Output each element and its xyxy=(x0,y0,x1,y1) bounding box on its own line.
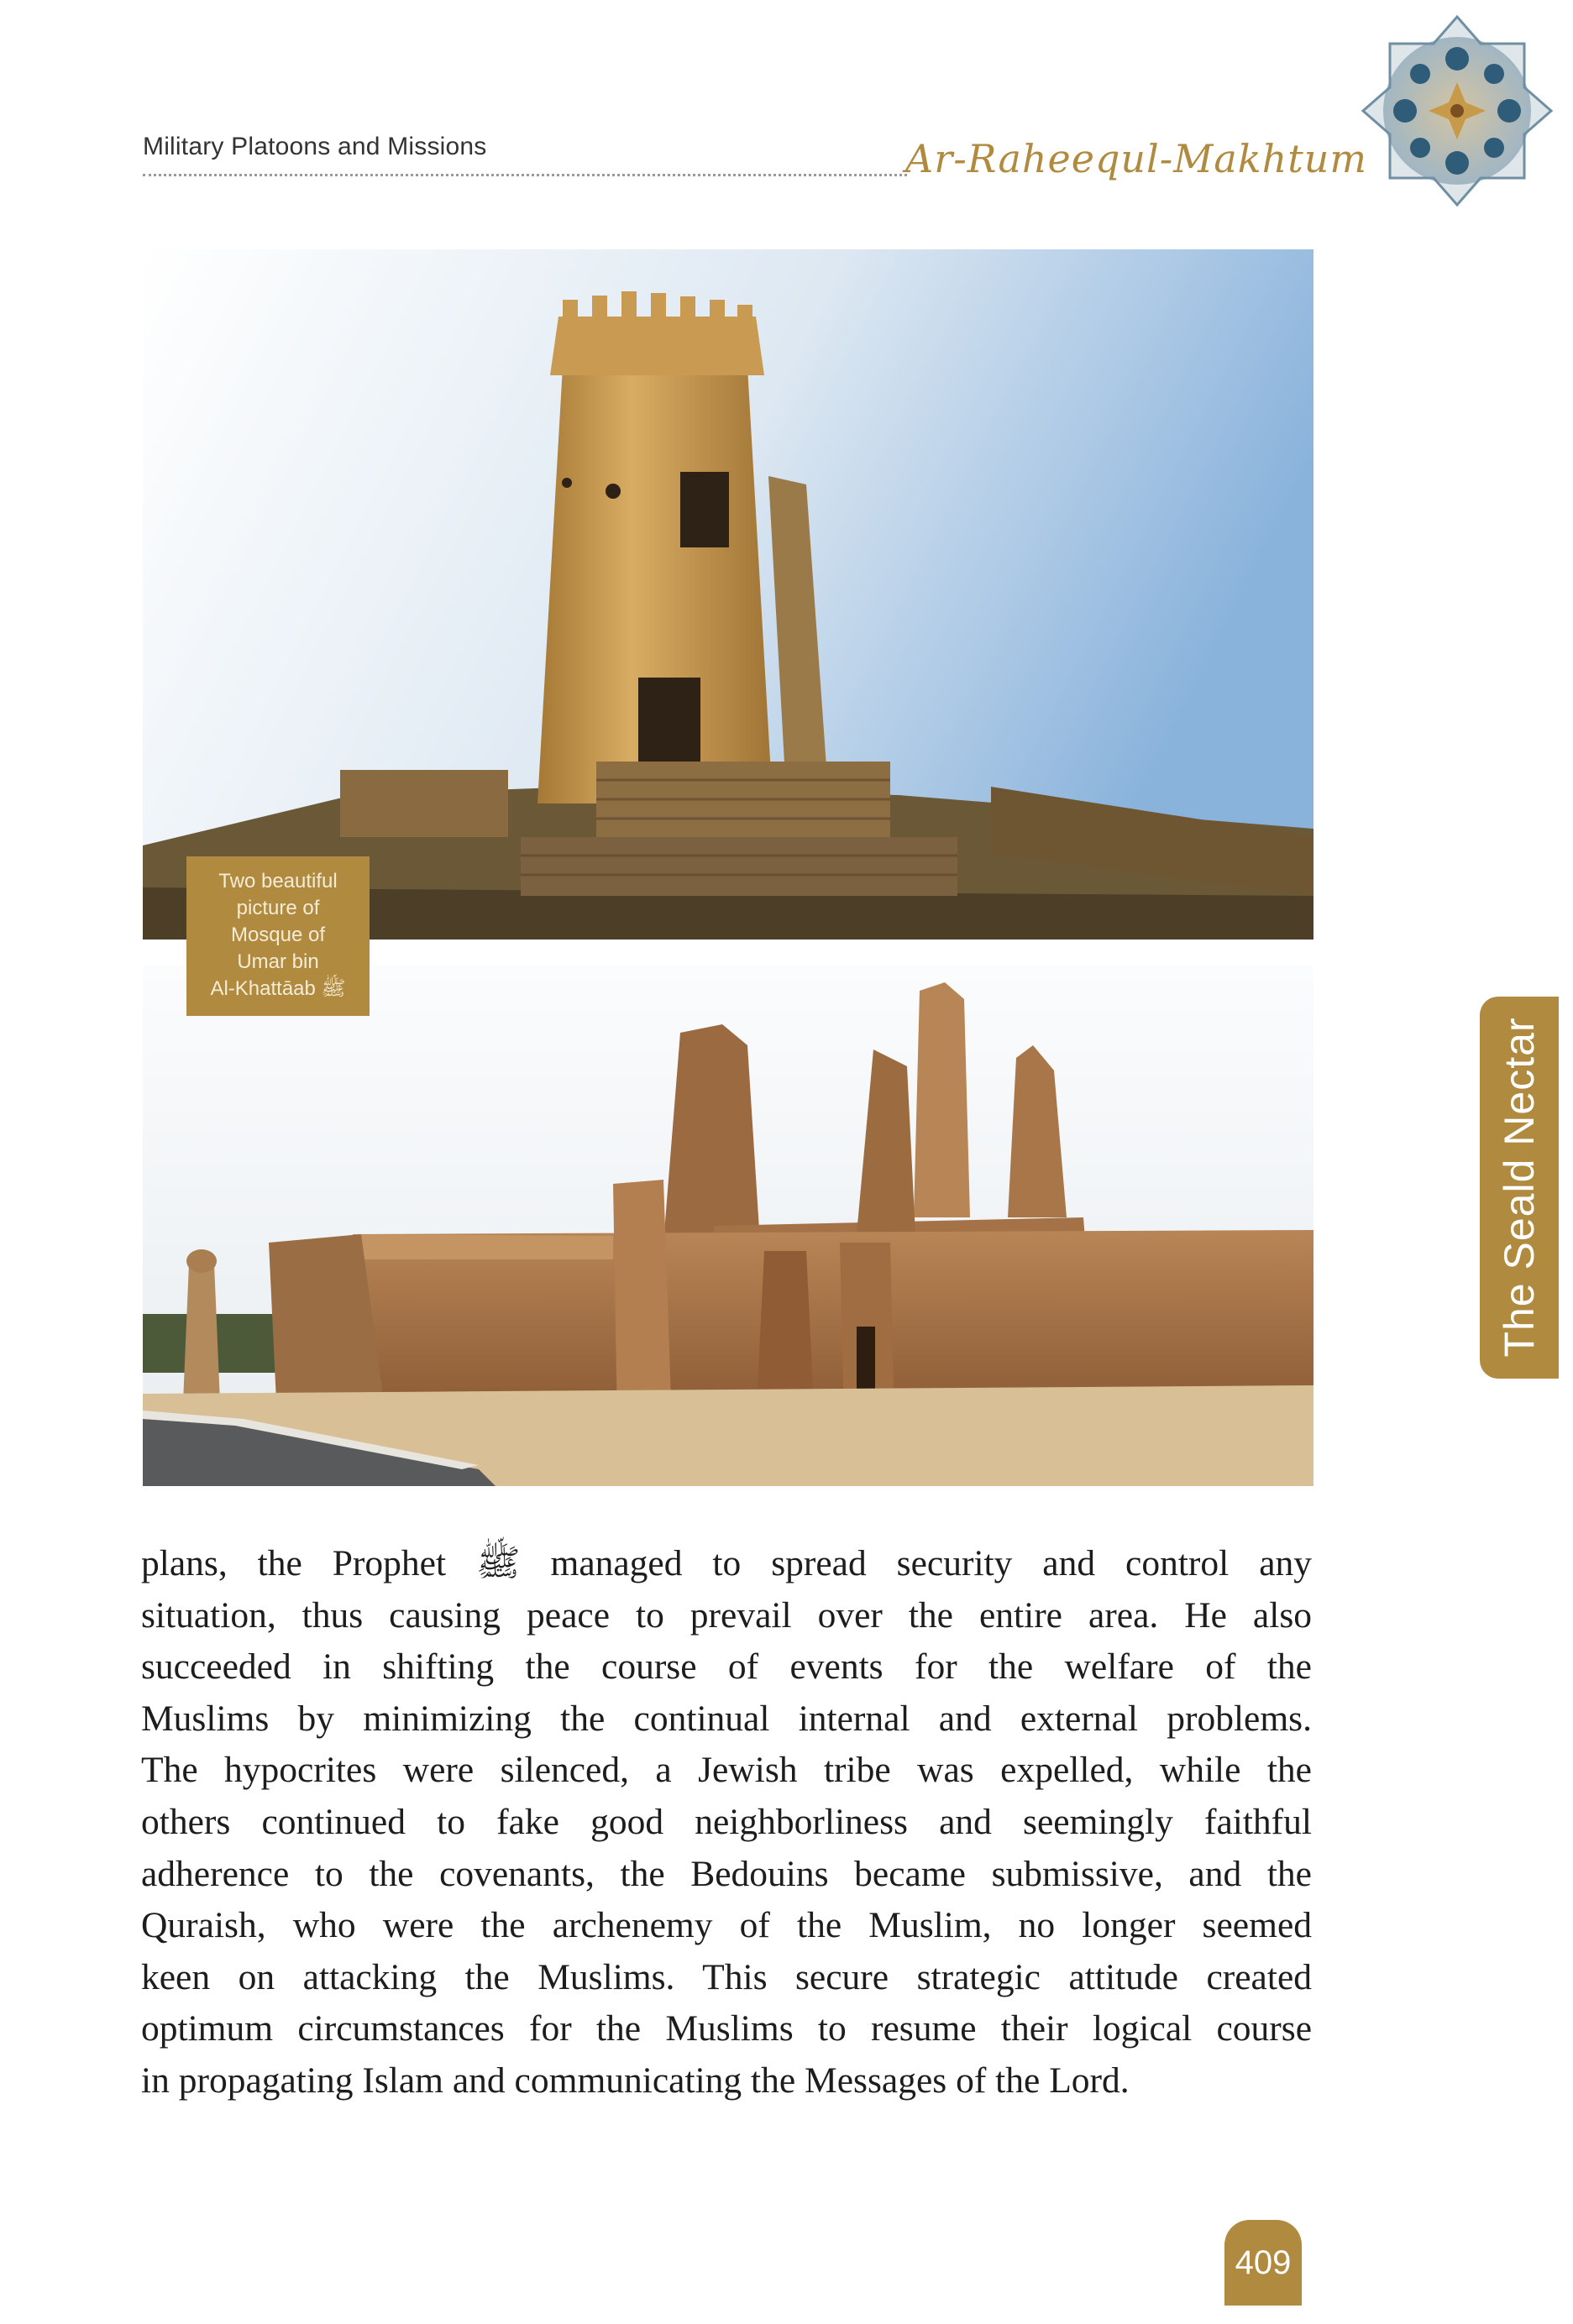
page-number: 409 xyxy=(1224,2220,1302,2306)
body-line: succeeded in shifting the course of events for the welfare of the xyxy=(141,1646,1312,1688)
body-line: situation, thus causing peace to prevail over the entire area. He also xyxy=(141,1594,1312,1636)
body-line: optimum circumstances for the Muslims to resume their logical course xyxy=(141,2008,1312,2049)
fortress-photo xyxy=(143,966,1313,1486)
book-title: Ar-Raheequl-Makhtum xyxy=(905,136,1368,181)
caption-line: Mosque of xyxy=(230,924,326,946)
caption-line: Al-Khattāab ﷺ xyxy=(210,977,346,1000)
body-line: keen on attacking the Muslims. This secure strategic attitude created xyxy=(141,1956,1312,1997)
running-head: Military Platoons and Missions xyxy=(143,133,487,160)
body-line: Muslims by minimizing the continual internal and external problems. xyxy=(141,1698,1312,1739)
caption-line: picture of xyxy=(236,897,320,919)
rosette-ornament-icon xyxy=(1356,10,1558,212)
body-line: The hypocrites were silenced, a Jewish tribe was expelled, while the xyxy=(141,1750,1312,1791)
header-dotted-rule xyxy=(143,174,907,176)
body-line: Quraish, who were the archenemy of the Muslim, no longer seemed xyxy=(141,1905,1312,1946)
body-line: in propagating Islam and communicating the Messages of the Lord. xyxy=(141,2060,1130,2101)
side-tab-label: The Seald Nectar xyxy=(1496,1017,1543,1358)
caption-line: Two beautiful xyxy=(218,870,338,892)
caption-line: Umar bin xyxy=(237,950,319,973)
body-paragraph xyxy=(141,1538,1312,2107)
tower-photo xyxy=(143,249,1313,940)
body-line: plans, the Prophet ﷺ managed to spread security and control any xyxy=(141,1543,1313,1583)
body-line: others continued to fake good neighborliness and seemingly faithful xyxy=(141,1801,1312,1842)
photo-caption xyxy=(186,856,370,1016)
body-line: adherence to the covenants, the Bedouins became submissive, and the xyxy=(141,1853,1312,1894)
